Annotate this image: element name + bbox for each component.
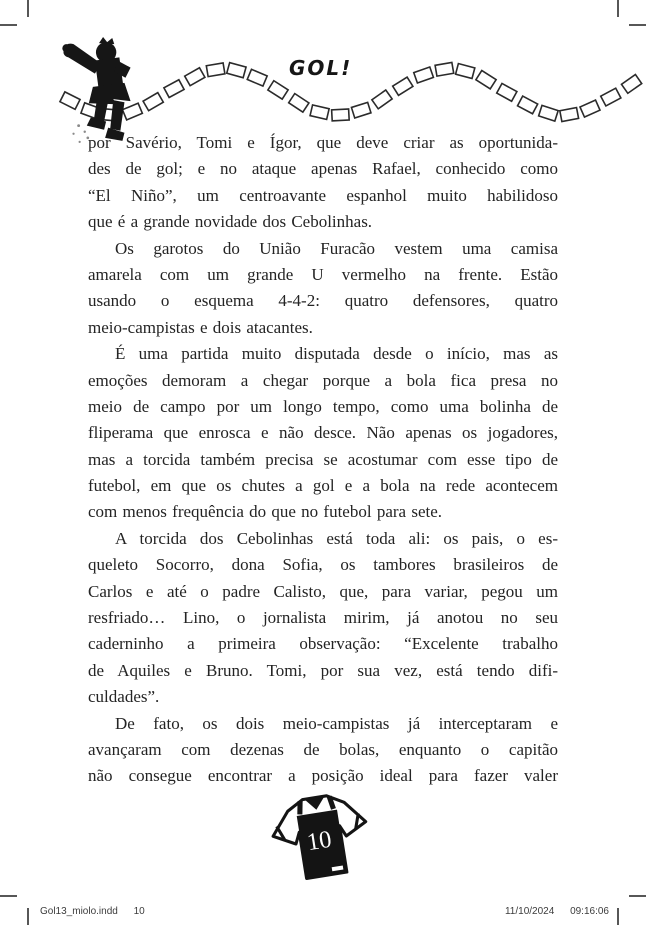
text-line: queleto Socorro, dona Sofia, os tambores brasileiros de: [88, 555, 558, 575]
soccer-jersey-icon: [268, 790, 374, 888]
slug-time: 09:16:06: [570, 906, 609, 917]
text-line: Os garotos do União Furacão vestem uma camisa: [115, 238, 558, 258]
text-line: meio de campo por um longo tempo, como uma bolinha de: [88, 396, 558, 416]
text-line: des de gol; e no ataque apenas Rafael, conhecido como: [88, 159, 558, 179]
crop-mark: [27, 908, 29, 925]
text-line: resfriado… Lino, o jornalista mirim, já anotou no seu: [88, 608, 558, 628]
text-line: culdades”.: [88, 687, 160, 707]
text-line: “El Niño”, um centroavante espanhol muito habilidoso: [88, 185, 558, 205]
print-slug-right: [505, 906, 609, 917]
text-line: usando o esquema 4-4-2: quatro defensores, quatro: [88, 291, 558, 311]
text-line: É uma partida muito disputada desde o início, mas as: [115, 344, 558, 364]
text-line: De fato, os dois meio-campistas já interceptaram e: [115, 713, 558, 733]
text-line: com menos frequência do que no futebol para sete.: [88, 502, 443, 522]
slug-filename: Gol13_miolo.indd: [40, 906, 118, 917]
body-text: [88, 130, 558, 790]
text-line: meio-campistas e dois atacantes.: [88, 317, 313, 337]
text-line: futebol, em que os chutes a gol e a bola na rede acontecem: [88, 476, 558, 496]
text-line: não consegue encontrar a posição ideal para fazer valer: [88, 766, 558, 786]
text-line: que é a grande novidade dos Cebolinhas.: [88, 212, 373, 232]
text-line: amarela com um grande U vermelho na frente. Estão: [88, 264, 558, 284]
print-slug-left: [40, 906, 145, 917]
text-line: por Savério, Tomi e Ígor, que deve criar as oportunida-: [88, 133, 558, 152]
text-line: caderninho a primeira observação: “Excelente trabalho: [88, 634, 558, 654]
slug-date: 11/10/2024: [504, 906, 555, 917]
slug-page-indicator: 10: [133, 906, 145, 917]
page-number: 10: [305, 825, 334, 857]
text-line: emoções demoram a chegar porque a bola fica presa no: [88, 370, 558, 390]
crop-mark: [0, 895, 17, 897]
text-line: fliperama que enrosca e não desce. Não apenas os jogadores,: [88, 423, 558, 443]
text-line: Carlos e até o padre Calisto, que, para variar, pegou um: [88, 581, 558, 601]
text-line: de Aquiles e Bruno. Tomi, por sua vez, está tendo difi-: [88, 660, 558, 680]
page-title: GOL!: [289, 56, 353, 80]
text-line: A torcida dos Cebolinhas está toda ali: os pais, o es-: [115, 528, 558, 548]
text-line: avançaram com dezenas de bolas, enquanto o capitão: [88, 739, 558, 759]
crop-mark: [617, 908, 619, 925]
crop-mark: [629, 895, 646, 897]
text-line: mas a torcida também precisa se acostumar com esse tipo de: [88, 449, 558, 469]
